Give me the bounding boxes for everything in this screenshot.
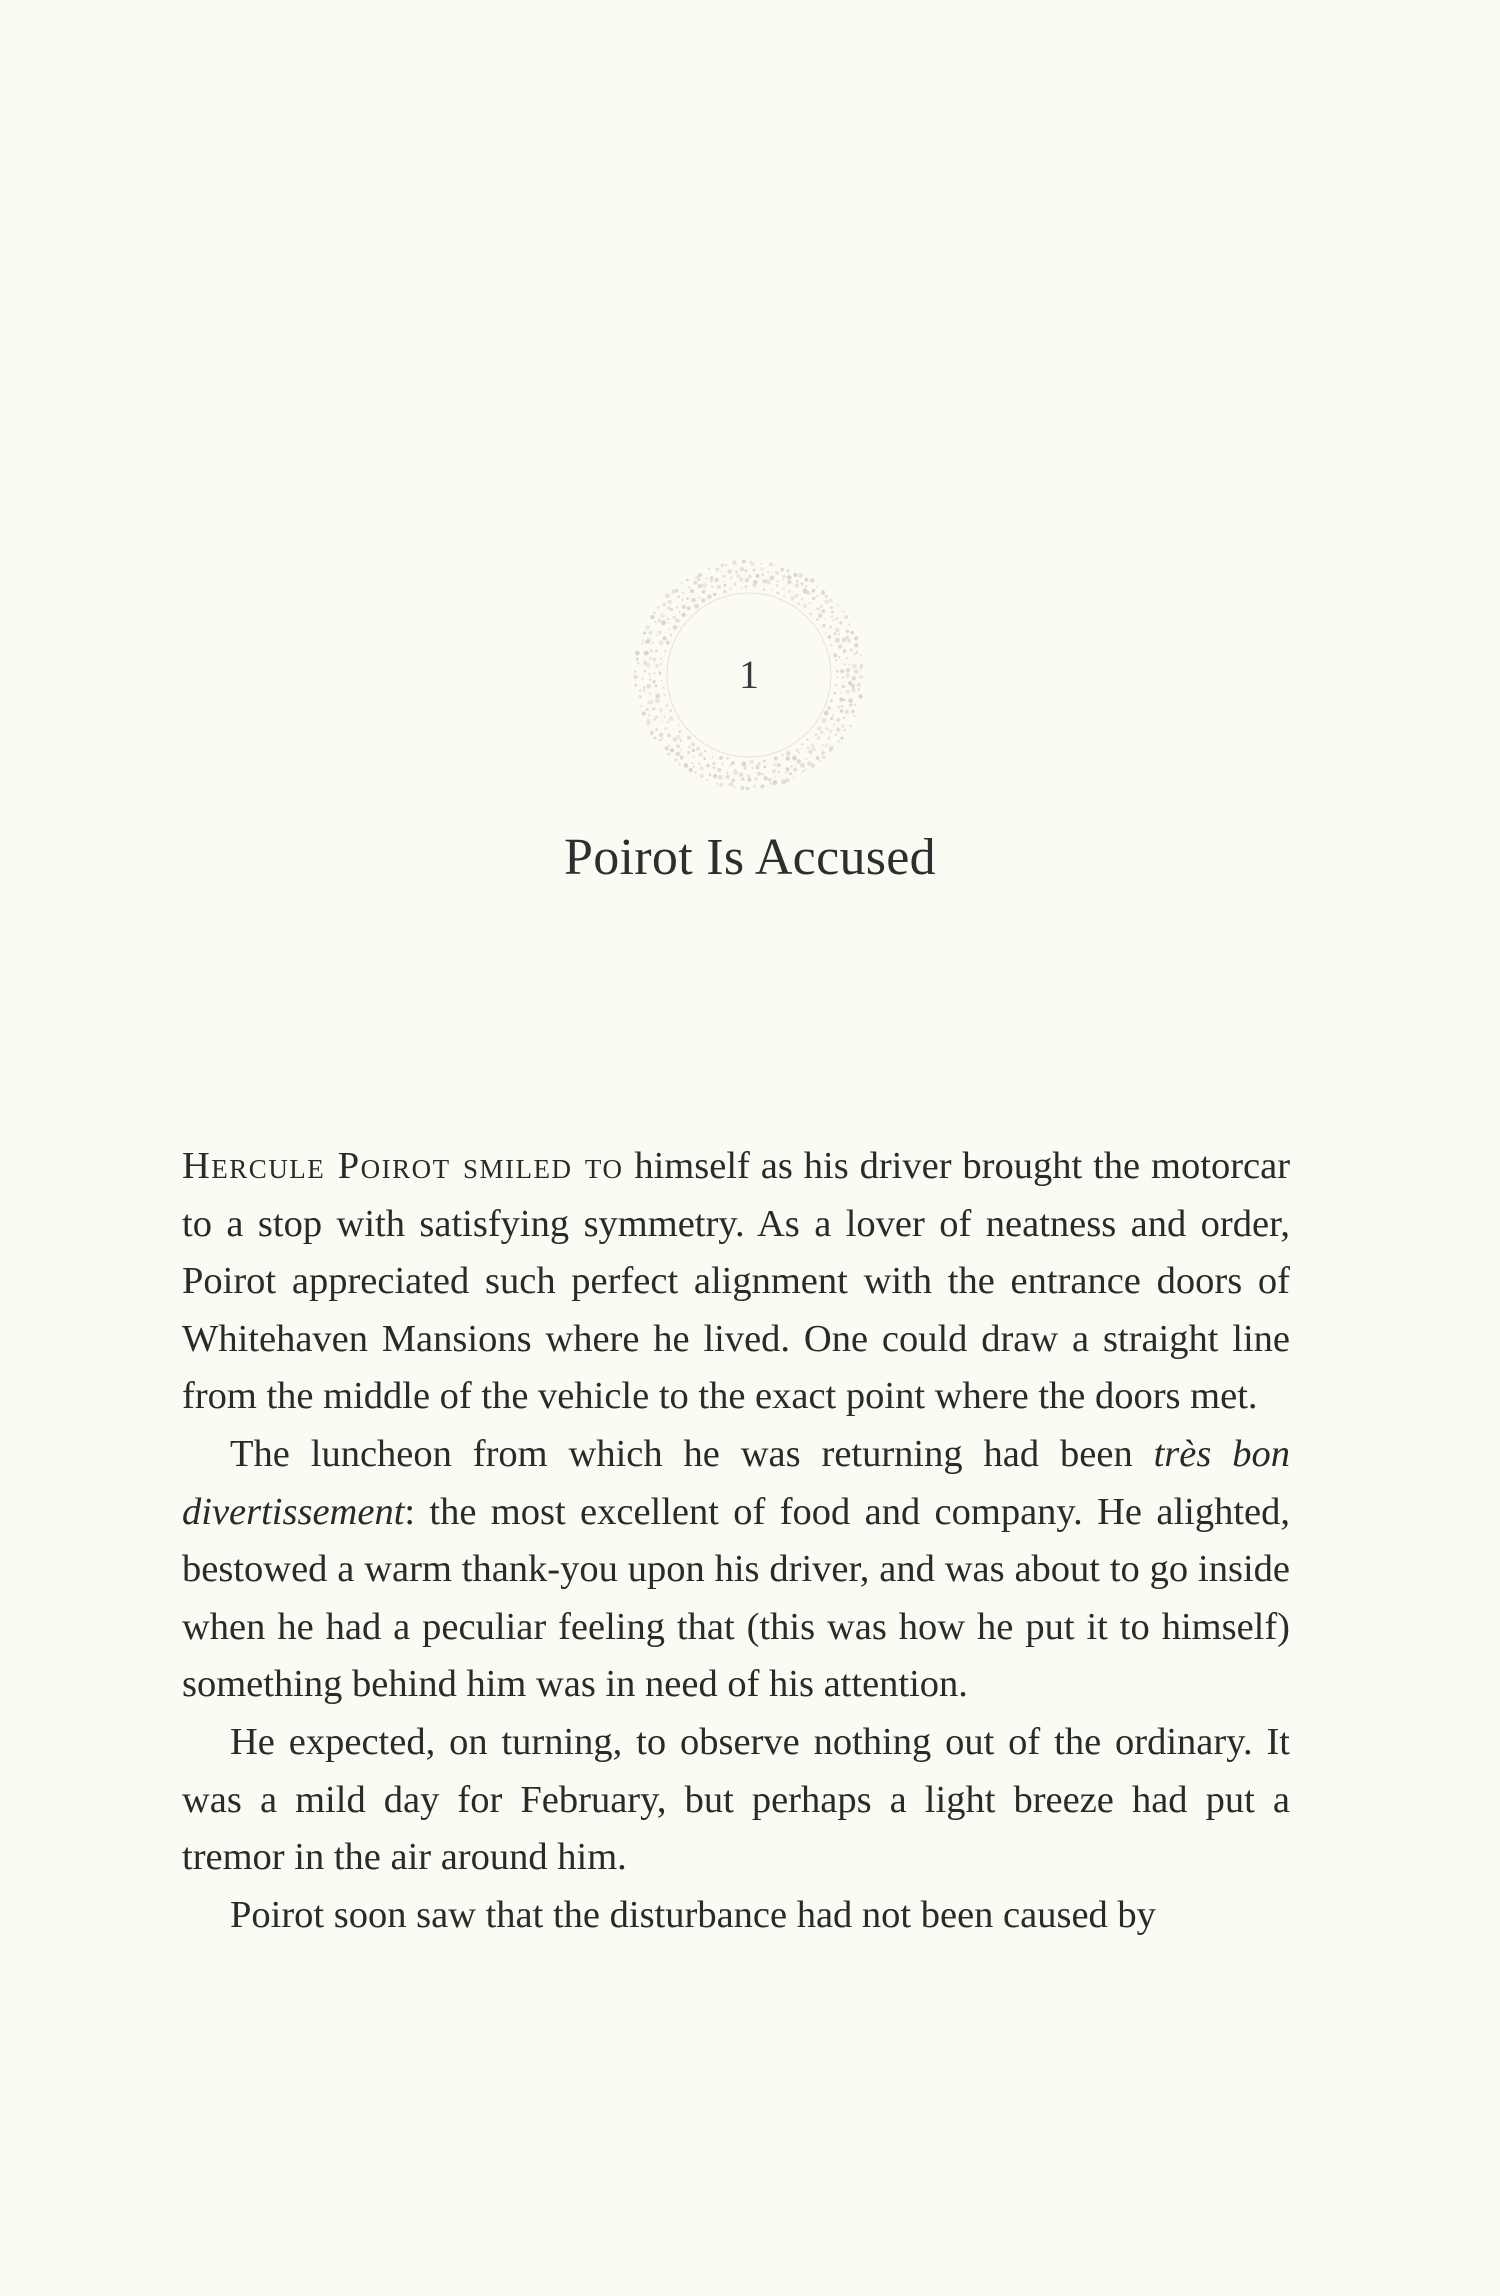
paragraph-4 — [182, 1887, 1290, 1945]
chapter-title: Poirot Is Accused — [564, 829, 936, 886]
paragraph-1-lead: Hercule Poirot smiled to — [182, 1145, 624, 1187]
paragraph-1 — [182, 1138, 1290, 1426]
paragraph-2-italic: très bon divertissement — [182, 1432, 1290, 1533]
paragraph-2-text-before: The luncheon from which he was returning had been — [230, 1432, 1154, 1475]
chapter-number: 1 — [739, 652, 759, 697]
paragraph-4-text: Poirot soon saw that the disturbance had not been caused by — [230, 1893, 1156, 1936]
paragraph-3-text: He expected, on turning, to observe nothing out of the ordinary. It was a mild day for February, but perhaps a light breeze had put a tremor in the air around him. — [182, 1720, 1290, 1879]
paragraph-2-text-after: : the most excellent of food and company. He alighted, bestowed a warm thank-you upon his driver, and was about to go inside when he had a peculiar feeling that (this was how he put it to himself) something behind him was in need of his attention. — [182, 1490, 1290, 1706]
chapter-ornament — [622, 548, 876, 802]
paragraph-3 — [182, 1714, 1290, 1887]
chapter-body — [182, 1138, 1290, 1944]
paragraph-1-text: himself as his driver brought the motorcar to a stop with satisfying symmetry. As a lover of neatness and order, Poirot appreciated such perfect alignment with the entrance doors of Whitehaven Mansions where he lived. One could draw a straight line from the middle of the vehicle to the exact point where the doors met. — [182, 1145, 1291, 1418]
paragraph-2 — [182, 1426, 1290, 1714]
